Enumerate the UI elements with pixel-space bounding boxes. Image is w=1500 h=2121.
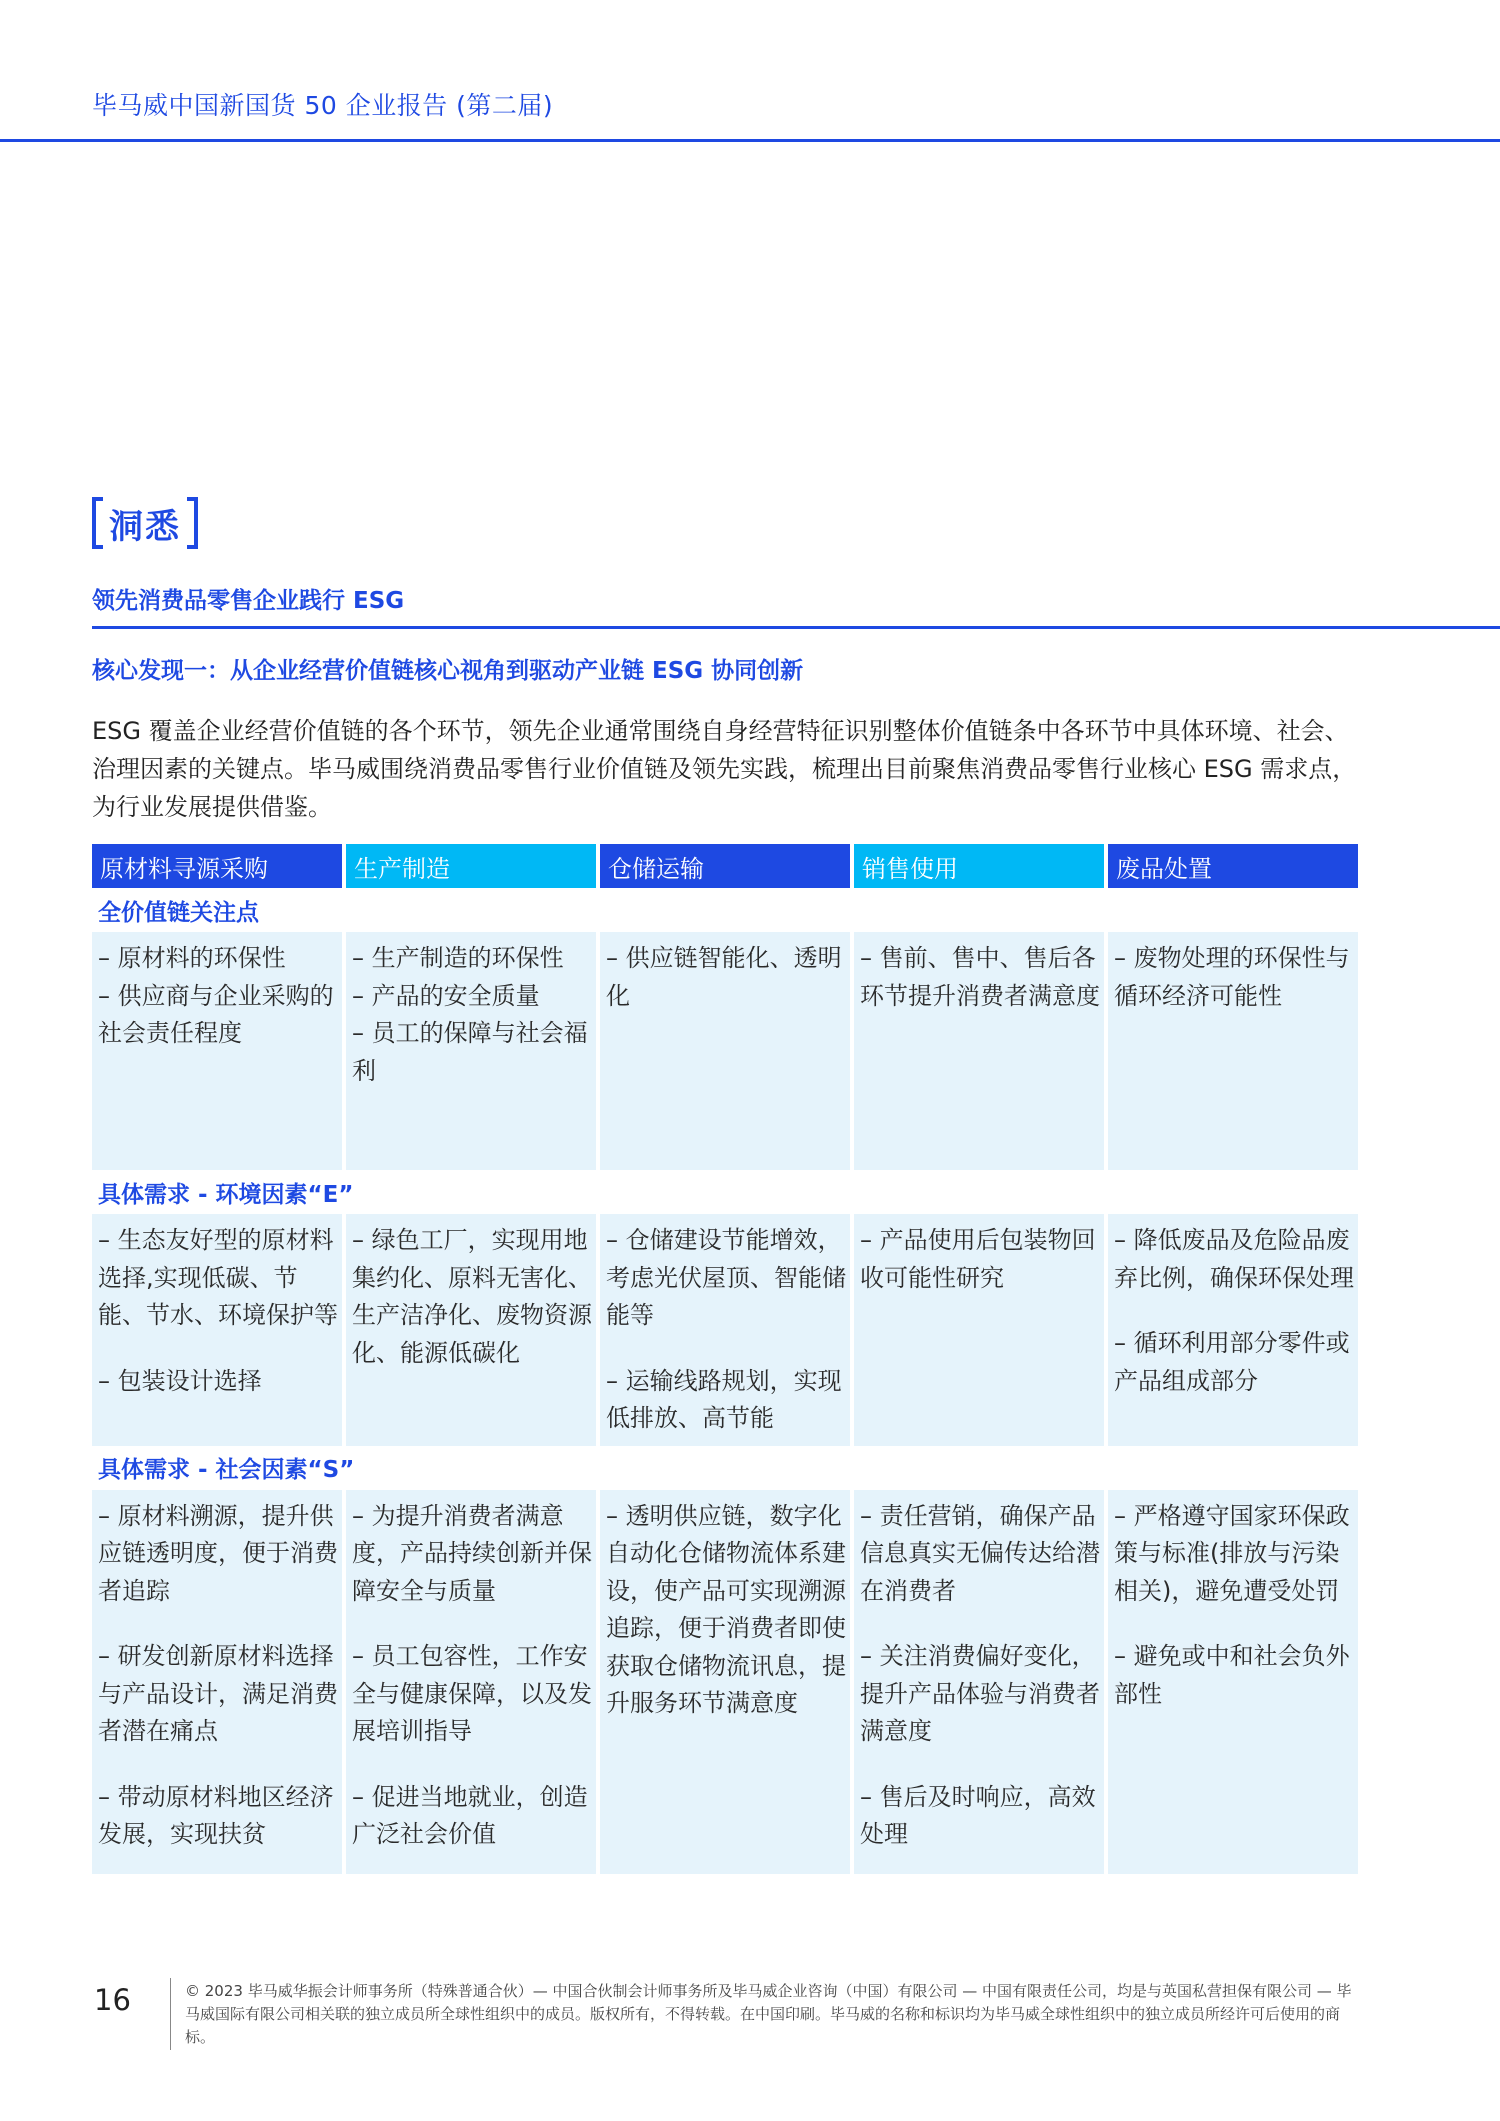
cell-item: – 供应链智能化、透明化	[606, 944, 842, 1010]
cell-item: – 包装设计选择	[98, 1366, 262, 1395]
header-rule	[0, 139, 1500, 142]
header-sourcing: 原材料寻源采购	[92, 844, 342, 888]
cell-item: – 循环利用部分零件或产品组成部分	[1114, 1329, 1350, 1395]
cell-item: – 带动原材料地区经济发展，实现扶贫	[98, 1782, 334, 1848]
cell-item: – 原材料溯源，提升供应链透明度，便于消费者追踪	[98, 1501, 338, 1605]
cell-soc-logistics	[600, 1490, 850, 1874]
cell-item: – 关注消费偏好变化，提升产品体验与消费者满意度	[860, 1642, 1100, 1745]
table-row-all	[92, 932, 1358, 1170]
section-label-text: 洞悉	[109, 506, 181, 547]
header-disposal: 废品处置	[1108, 844, 1358, 888]
cell-env-logistics	[600, 1214, 850, 1446]
cell-all-disposal	[1108, 932, 1358, 1170]
header-title: 毕马威中国新国货 50 企业报告 (第二届)	[92, 91, 554, 120]
cell-all-sourcing	[92, 932, 342, 1170]
group-row-env	[92, 1170, 1358, 1214]
group-label-env: 具体需求 - 环境因素“E”	[92, 1170, 1358, 1214]
cell-item: – 员工包容性，工作安全与健康保障，以及发展培训指导	[352, 1642, 592, 1745]
cell-env-sourcing	[92, 1214, 342, 1446]
table-row-env	[92, 1214, 1358, 1446]
group-row-soc	[92, 1446, 1358, 1490]
section-rule	[92, 626, 1500, 629]
cell-item: – 研发创新原材料选择与产品设计，满足消费者潜在痛点	[98, 1642, 338, 1745]
table-row-soc	[92, 1490, 1358, 1874]
section-title: 领先消费品零售企业践行 ESG	[92, 588, 405, 614]
cell-soc-manufacturing	[346, 1490, 596, 1874]
footer-legal: © 2023 毕马威华振会计师事务所（特殊普通合伙）— 中国合伙制会计师事务所及毕马威企业咨询（中国）有限公司 — 中国有限责任公司，均是与英国私营担保有限公司 — 毕马威国际有限公司相关联的独立成员所全球性组织中的成员。版权所有，不得转载。在中国印刷。毕马威的名称和标识均为毕马威全球性组织中的独立成员所经许可后使用的商标。	[185, 1982, 1352, 2046]
cell-item: – 产品使用后包装物回收可能性研究	[860, 1226, 1096, 1292]
header-sales: 销售使用	[854, 844, 1104, 888]
footer-divider	[170, 1978, 171, 2050]
cell-item: – 避免或中和社会负外部性	[1114, 1642, 1350, 1708]
cell-soc-sourcing	[92, 1490, 342, 1874]
subsection-title: 核心发现一：从企业经营价值链核心视角到驱动产业链 ESG 协同创新	[92, 658, 804, 684]
left-bracket	[92, 497, 103, 549]
cell-env-manufacturing	[346, 1214, 596, 1446]
cell-all-manufacturing	[346, 932, 596, 1170]
cell-item: – 为提升消费者满意度，产品持续创新并保障安全与质量	[352, 1501, 592, 1605]
header-logistics: 仓储运输	[600, 844, 850, 888]
cell-item: – 运输线路规划，实现低排放、高节能	[606, 1366, 842, 1432]
cell-item: – 降低废品及危险品废弃比例，确保环保处理	[1114, 1226, 1354, 1292]
cell-soc-disposal	[1108, 1490, 1358, 1874]
cell-env-disposal	[1108, 1214, 1358, 1446]
cell-item: – 原材料的环保性	[98, 944, 286, 972]
group-label-all: 全价值链关注点	[92, 888, 1358, 932]
cell-item: – 产品的安全质量	[352, 981, 540, 1010]
cell-all-logistics	[600, 932, 850, 1170]
cell-item: – 严格遵守国家环保政策与标准(排放与污染相关)，避免遭受处罚	[1114, 1501, 1350, 1605]
cell-item: – 生态友好型的原材料选择,实现低碳、节能、节水、环境保护等	[98, 1226, 338, 1329]
intro-paragraph: ESG 覆盖企业经营价值链的各个环节，领先企业通常围绕自身经营特征识别整体价值链条中各环节中具体环境、社会、治理因素的关键点。毕马威围绕消费品零售行业价值链及领先实践，梳理出目前聚焦消费品零售行业核心 ESG 需求点，为行业发展提供借鉴。	[92, 717, 1357, 821]
cell-item: – 绿色工厂，实现用地集约化、原料无害化、生产洁净化、废物资源化、能源低碳化	[352, 1226, 592, 1367]
cell-item: – 废物处理的环保性与循环经济可能性	[1114, 944, 1350, 1010]
esg-value-chain-table	[88, 844, 1362, 1874]
cell-item: – 售前、售中、售后各环节提升消费者满意度	[860, 944, 1100, 1010]
cell-item: – 供应商与企业采购的社会责任程度	[98, 981, 334, 1047]
cell-env-sales	[854, 1214, 1104, 1446]
cell-item: – 仓储建设节能增效，考虑光伏屋顶、智能储能等	[606, 1226, 846, 1329]
group-label-soc: 具体需求 - 社会因素“S”	[92, 1446, 1358, 1490]
group-row-all	[92, 888, 1358, 932]
right-bracket	[187, 497, 198, 549]
cell-item: – 生产制造的环保性	[352, 944, 564, 972]
cell-item: – 促进当地就业，创造广泛社会价值	[352, 1782, 588, 1848]
cell-item: – 透明供应链，数字化自动化仓储物流体系建设，使产品可实现溯源追踪，便于消费者即使获取仓储物流讯息，提升服务环节满意度	[606, 1501, 846, 1717]
cell-item: – 责任营销，确保产品信息真实无偏传达给潜在消费者	[860, 1501, 1100, 1605]
cell-soc-sales	[854, 1490, 1104, 1874]
table-header-row	[92, 844, 1358, 888]
cell-all-sales	[854, 932, 1104, 1170]
page-number: 16	[94, 1983, 131, 2017]
header-manufacturing: 生产制造	[346, 844, 596, 888]
cell-item: – 售后及时响应，高效处理	[860, 1782, 1096, 1848]
section-label	[92, 494, 198, 552]
cell-item: – 员工的保障与社会福利	[352, 1019, 588, 1085]
